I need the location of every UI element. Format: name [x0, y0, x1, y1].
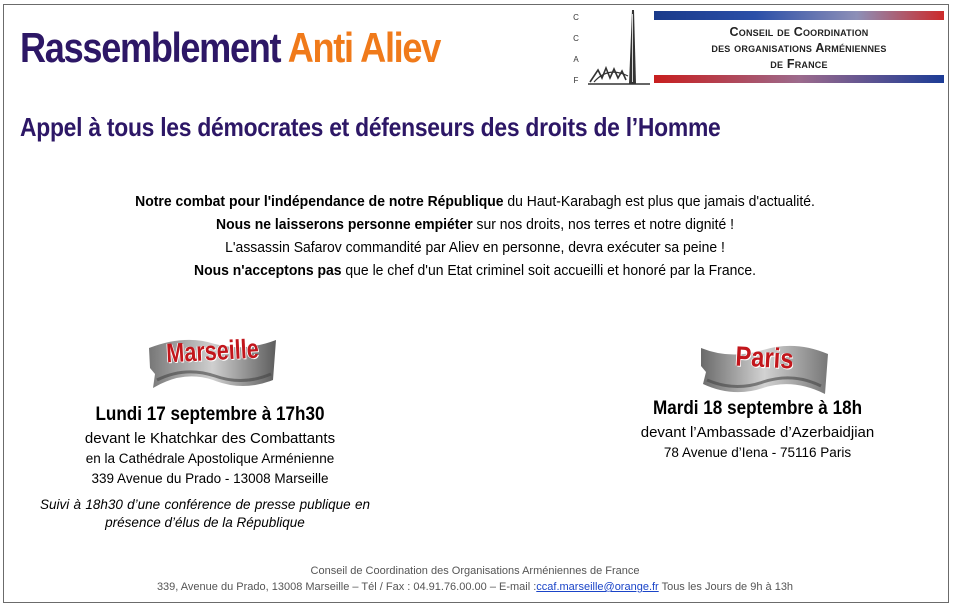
logo-flag-stripe-bottom	[654, 75, 944, 83]
footer-email-link[interactable]: ccaf.marseille@orange.fr	[536, 581, 659, 593]
ccaf-letter: C	[573, 34, 579, 43]
paris-address: 78 Avenue d’Iena - 75116 Paris	[663, 445, 852, 460]
paris-event	[580, 398, 935, 463]
marseille-address-line-2: 339 Avenue du Prado - 13008 Marseille	[91, 471, 329, 486]
logo-text	[654, 24, 944, 72]
manifesto-line	[52, 236, 898, 259]
ccaf-letter: F	[573, 76, 579, 85]
manifesto-rest: L'assassin Safarov commandité par Aliev en personne, devra exécuter sa peine !	[225, 239, 725, 256]
manifesto-line	[52, 259, 898, 282]
manifesto-text	[20, 190, 930, 282]
ccaf-letter: A	[573, 55, 579, 64]
manifesto-rest: du Haut-Karabagh est plus que jamais d'actualité.	[503, 193, 815, 210]
ccaf-vertical-letters	[569, 7, 583, 91]
marseille-address-line-1: en la Cathédrale Apostolique Arménienne	[85, 451, 335, 466]
manifesto-bold: Notre combat pour l'indépendance de notre République	[135, 193, 504, 210]
footer-organisation: Conseil de Coordination des Organisations Arméniennes de France	[310, 565, 640, 577]
footer-address-phone: 339, Avenue du Prado, 13008 Marseille – Tél / Fax : 04.91.76.00.00 – E-mail :	[156, 581, 537, 593]
manifesto-line	[52, 213, 898, 236]
title-part-1: Rassemblement	[20, 24, 281, 71]
paris-city-label: Paris	[734, 340, 795, 375]
manifesto-line	[52, 190, 898, 213]
paris-location: devant l’Ambassade d’Azerbaidjian	[640, 424, 875, 441]
manifesto-bold: Nous n'acceptons pas	[194, 262, 342, 279]
ccaf-letter: C	[573, 13, 579, 22]
genocide-memorial-icon	[588, 8, 650, 86]
marseille-event	[30, 404, 390, 489]
footer	[20, 563, 930, 595]
ccaf-logo	[654, 11, 944, 83]
logo-line: des organisations Arméniennes	[711, 41, 887, 55]
logo-line: Conseil de Coordination	[729, 25, 869, 39]
appeal-subtitle: Appel à tous les démocrates et défenseurs des droits de l’Homme	[20, 112, 721, 142]
page-title	[20, 24, 440, 72]
logo-line: de France	[770, 57, 828, 71]
footer-hours: Tous les Jours de 9h à 13h	[658, 581, 794, 593]
paris-date: Mardi 18 septembre à 18h	[652, 398, 863, 419]
title-part-2: Anti Aliev	[287, 24, 441, 71]
logo-flag-stripe-top	[654, 11, 944, 20]
footer-contact	[20, 579, 930, 595]
marseille-date: Lundi 17 septembre à 17h30	[95, 404, 325, 425]
manifesto-rest: que le chef d'un Etat criminel soit accueilli et honoré par la France.	[341, 262, 756, 279]
paris-banner	[697, 336, 832, 404]
marseille-banner	[145, 330, 280, 398]
manifesto-rest: sur nos droits, nos terres et notre dignité !	[472, 216, 734, 233]
marseille-city-label: Marseille	[165, 333, 260, 369]
marseille-location: devant le Khatchkar des Combattants	[84, 430, 336, 447]
marseille-press-note: Suivi à 18h30 d’une conférence de presse publique en présence d’élus de la République	[40, 497, 370, 530]
manifesto-bold: Nous ne laisserons personne empiéter	[216, 216, 473, 233]
